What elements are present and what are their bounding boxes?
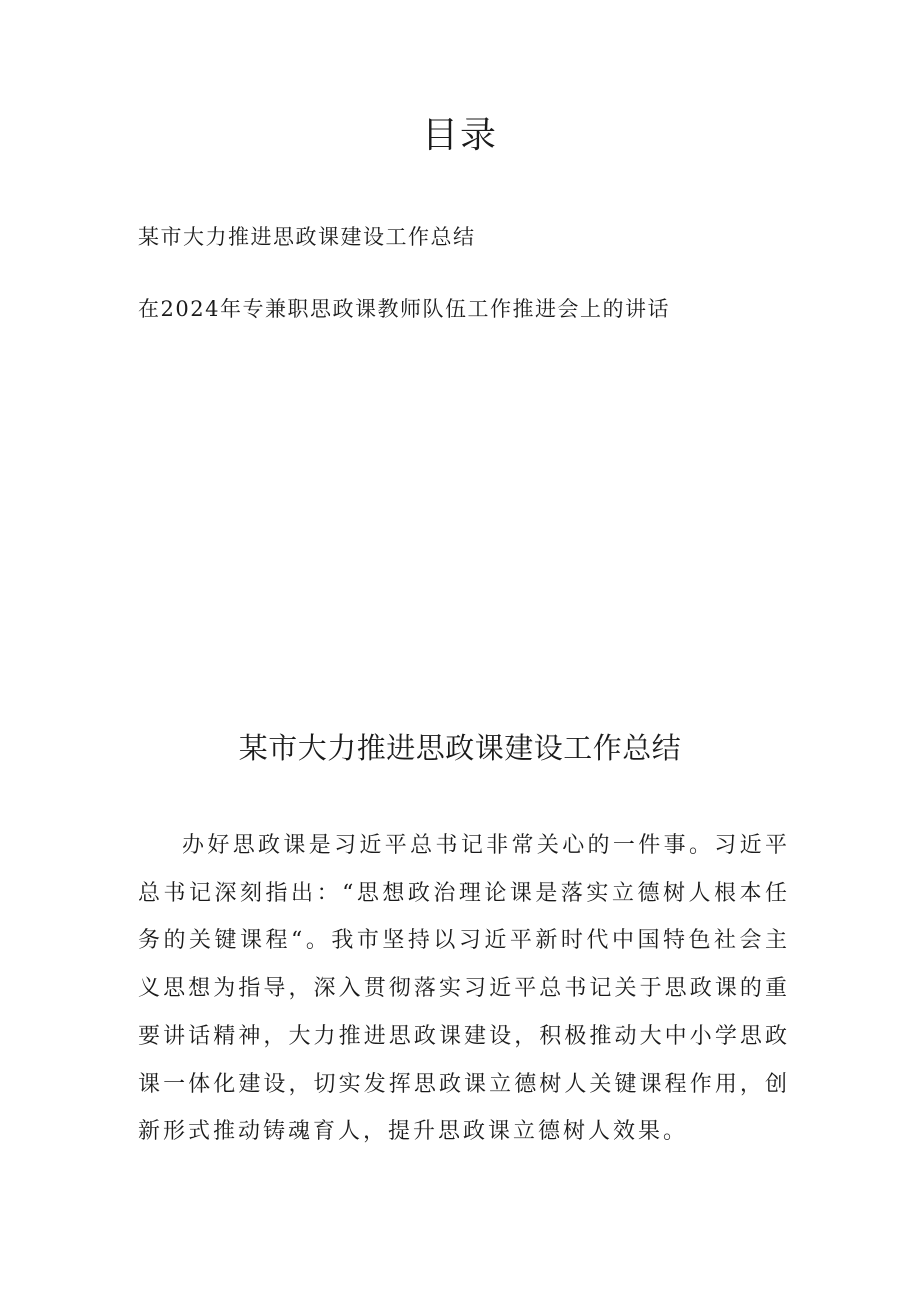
toc-item-summary[interactable]: 某市大力推进思政课建设工作总结 bbox=[138, 225, 476, 249]
toc-list bbox=[138, 222, 838, 366]
toc-title: 目录 bbox=[421, 115, 498, 156]
toc-item-speech[interactable]: 在2024年专兼职思政课教师队伍工作推进会上的讲话 bbox=[138, 297, 670, 321]
article-title: 某市大力推进思政课建设工作总结 bbox=[238, 731, 682, 765]
article-paragraph: 办好思政课是习近平总书记非常关心的一件事。习近平总书记深刻指出：“思想政治理论课是落实立德树人根本任务的关键课程“。我市坚持以习近平新时代中国特色社会主义思想为指导，深入贯彻落实习近平总书记关于思政课的重要讲话精神，大力推进思政课建设，积极推动大中小学思政课一体化建设，切实发挥思政课立德树人关键课程作用，创新形式推动铸魂育人，提升思政课立德树人效果。 bbox=[138, 833, 790, 1145]
